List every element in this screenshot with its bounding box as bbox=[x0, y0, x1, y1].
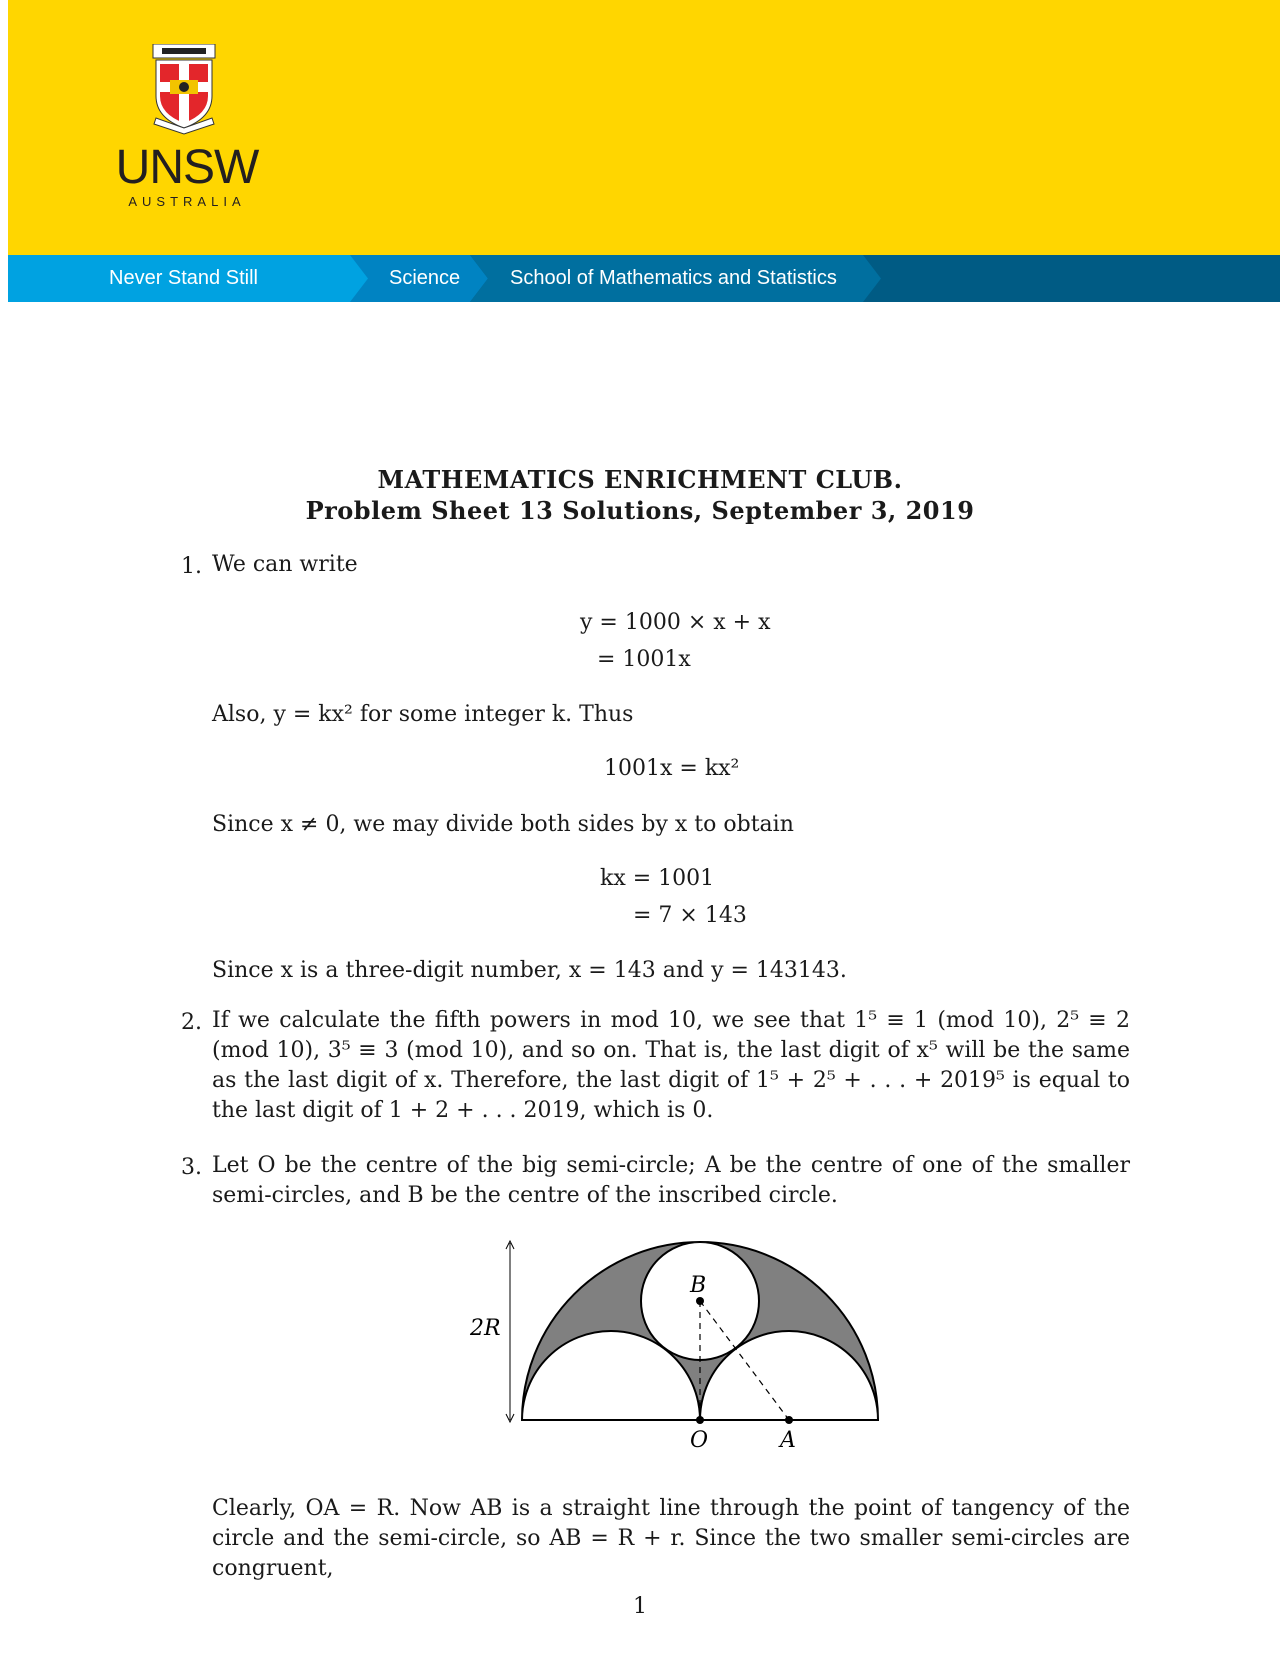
unsw-country: AUSTRALIA bbox=[128, 194, 246, 209]
problem-1-conclusion: Since x is a three-digit number, x = 143 and y = 143143. bbox=[212, 958, 847, 983]
label-2r: 2R bbox=[470, 1316, 501, 1341]
point-o bbox=[696, 1416, 704, 1424]
document-title: MATHEMATICS ENRICHMENT CLUB. bbox=[377, 465, 903, 494]
equation-3b: = 7 × 143 bbox=[633, 903, 747, 928]
equation-1a: y = 1000 × x + x bbox=[580, 610, 771, 635]
problem-2-text: If we calculate the fifth powers in mod 10, we see that 1⁵ ≡ 1 (mod 10), 2⁵ ≡ 2 (mod 10), 3⁵ ≡ 3 (mod 10), and so on. That is, the last digit of x⁵ will be the same as the last digit of x. Therefore, the last digit of 1⁵ + 2⁵ + . . . + 2019⁵ is equal to the last digit of 1 + 2 + . . . 2019, which is 0. bbox=[212, 1008, 1130, 1123]
semicircle-figure bbox=[460, 1235, 890, 1455]
problem-1-number: 1. bbox=[181, 554, 202, 579]
problem-1-also: Also, y = kx² for some integer k. Thus bbox=[212, 702, 634, 727]
problem-3-after: Clearly, OA = R. Now AB is a straight line through the point of tangency of the circle and the semi-circle, so AB = R + r. Since the two smaller semi-circles are congruent, bbox=[212, 1496, 1130, 1581]
page-number: 1 bbox=[633, 1594, 647, 1619]
unsw-logo[interactable] bbox=[106, 44, 266, 214]
equation-1b: = 1001x bbox=[597, 647, 691, 672]
nav-bar bbox=[8, 255, 1280, 302]
label-a: A bbox=[780, 1428, 796, 1453]
problem-2-number: 2. bbox=[181, 1010, 202, 1035]
point-b bbox=[696, 1297, 704, 1305]
equation-2: 1001x = kx² bbox=[604, 756, 740, 781]
nav-science[interactable]: Science bbox=[389, 267, 461, 289]
unsw-wordmark: UNSW bbox=[115, 141, 259, 194]
document-subtitle: Problem Sheet 13 Solutions, September 3, 2019 bbox=[305, 496, 975, 525]
nav-school-of-mathematics[interactable]: School of Mathematics and Statistics bbox=[510, 267, 837, 289]
label-b: B bbox=[690, 1273, 707, 1298]
label-o: O bbox=[690, 1428, 709, 1453]
equation-3a: kx = 1001 bbox=[600, 866, 715, 891]
nav-never-stand-still[interactable]: Never Stand Still bbox=[109, 267, 258, 289]
unsw-crest-icon bbox=[152, 44, 216, 136]
problem-1-intro: We can write bbox=[212, 552, 358, 577]
problem-3-text: Let O be the centre of the big semi-circle; A be the centre of one of the smaller semi-circles, and B be the centre of the inscribed circle. bbox=[212, 1153, 1130, 1208]
problem-3-number: 3. bbox=[181, 1155, 202, 1180]
point-a bbox=[785, 1416, 793, 1424]
problem-1-since: Since x ≠ 0, we may divide both sides by x to obtain bbox=[212, 812, 794, 837]
